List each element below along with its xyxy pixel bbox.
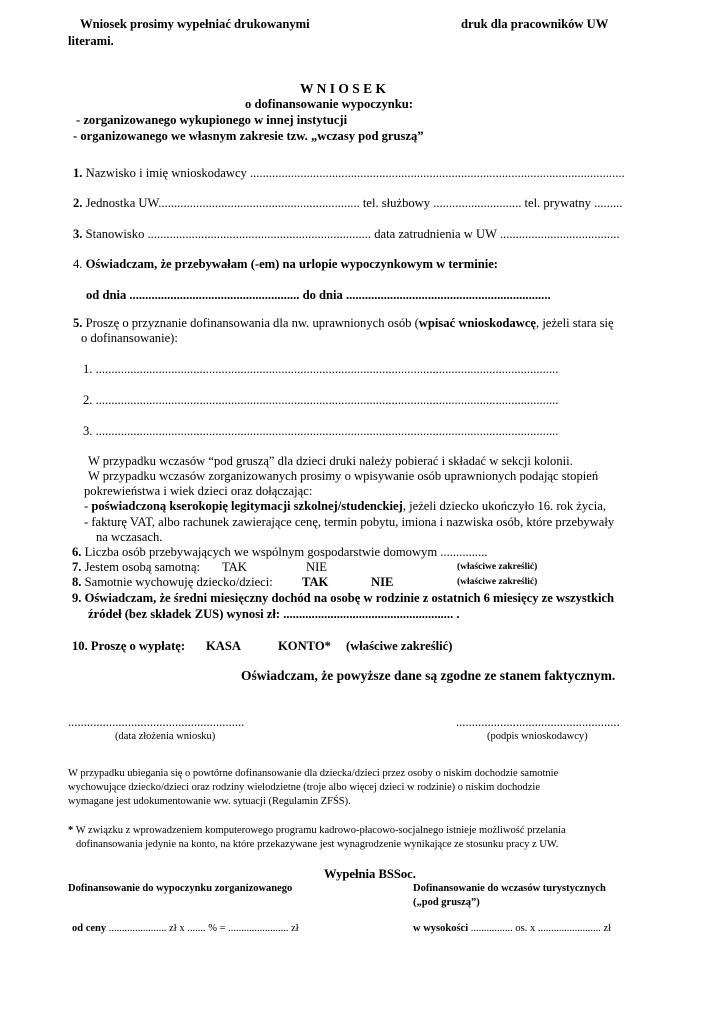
payment-method-label: 10. Proszę o wypłatę: — [72, 639, 186, 653]
beneficiaries-request — [73, 316, 614, 331]
instruction-text: Wniosek prosimy wypełniać drukowanymi — [80, 17, 310, 31]
single-parent-hint: (właściwe zakreślić) — [457, 577, 538, 587]
field-position-date-label: Stanowisko ....................................................................... data zatrudnienia w UW ...................................... — [85, 227, 620, 241]
leave-statement-text: Oświadczam, że przebywałam (-em) na urlopie wypoczynkowym w terminie: — [85, 257, 498, 271]
office-organized-title: Dofinansowanie do wypoczynku zorganizowanego — [68, 883, 293, 894]
bullet-school-id-emphasis: poświadczoną ksero​kopię legitymacji szkolnej/studenckiej — [91, 499, 403, 513]
question-number: 7. — [72, 560, 82, 574]
date-signature-label: (data złożenia wniosku) — [115, 731, 216, 742]
field-number: 1. — [73, 166, 83, 180]
form-subtitle: o dofinansowanie wypoczynku: — [245, 97, 413, 111]
note-bullet-school-id — [84, 499, 606, 514]
payment-cash-option[interactable]: KASA — [206, 639, 241, 653]
leave-statement — [73, 257, 498, 272]
single-person-hint: (właściwe zakreślić) — [457, 562, 538, 572]
single-person-yes[interactable]: TAK — [222, 560, 247, 574]
office-organized-calc[interactable] — [72, 923, 299, 936]
leave-dates-field[interactable]: od dnia ...................................................... do dnia ................................................................. — [86, 288, 551, 302]
beneficiaries-text: Proszę o przyznanie dofinansowania dla nw. uprawnionych osób ( — [85, 316, 419, 330]
single-parent-no[interactable]: NIE — [371, 575, 394, 589]
household-size-field[interactable] — [72, 545, 488, 560]
payment-account-option[interactable]: KONTO* — [278, 639, 331, 653]
note-bullet-invoice: - fakturę VAT, albo rachunek zawierające cenę, termin pobytu, imiona i nazwiska osób, które przebywały — [84, 515, 615, 529]
note-pod-grusza: W przypadku wczasów “pod gruszą” dla dzieci druki należy pobierać i składać w sekcji kolonii. — [88, 454, 573, 468]
question-number: 8. — [72, 575, 82, 589]
office-pod-grusza-title: Dofinansowanie do wczasów turystycznych — [413, 883, 606, 894]
repeat-funding-note-cont: wychowujące dziecko/dzieci oraz rodziny wielodzietne (troje albo więcej dzieci w rodzinie) o niskim dochodzie — [68, 782, 541, 793]
field-number: 2. — [73, 196, 83, 210]
single-person-no[interactable]: NIE — [306, 560, 327, 574]
data-accuracy-declaration: Oświadczam, że powyższe dane są zgodne ze stanem faktycznym. — [241, 668, 616, 683]
note-organized-cont: pokrewieństwa i wiek dzieci oraz dołączając: — [84, 484, 313, 498]
payment-hint: (właściwe zakreślić) — [346, 639, 453, 653]
income-field[interactable]: źródeł (bez składek ZUS) wynosi zł: ...................................................... . — [88, 607, 460, 621]
single-person-question — [72, 560, 200, 575]
office-use-heading: Wypełnia BSSoc. — [324, 867, 416, 881]
single-parent-question — [72, 575, 273, 590]
footnote-text: W związku z wprowadzeniem komputerowego programu kadrowo-płacowo-socjalnego istnieje możliwość przelania — [75, 825, 566, 836]
single-person-label: Jestem osobą samotną: — [84, 560, 201, 574]
field-number: 4. — [73, 257, 83, 271]
single-parent-yes[interactable]: TAK — [302, 575, 329, 589]
payment-footnote — [68, 825, 566, 838]
calc-formula: ...................... zł x ....... % = ....................... zł — [108, 923, 299, 934]
beneficiaries-emphasis: wpisać wnioskodawcę — [418, 316, 537, 330]
date-signature-line[interactable]: ........................................................ — [68, 715, 245, 729]
instruction-text-cont: literami. — [68, 34, 114, 48]
bullet-dash: - — [84, 499, 92, 513]
field-unit-phones-label: Jednostka UW................................................................ tel. służbowy ............................ tel. prywatny ......... — [85, 196, 623, 210]
footnote-star: * — [68, 825, 74, 836]
single-parent-label: Samotnie wychowuję dziecko/dzieci: — [84, 575, 273, 589]
household-size-label: Liczba osób przebywających we wspólnym gospodarstwie domowym ............... — [84, 545, 488, 559]
option-self-organized: - organizowanego we własnym zakresie tzw. „wczasy pod gruszą” — [73, 129, 424, 143]
field-number: 3. — [73, 227, 83, 241]
income-statement: 9. Oświadczam, że średni miesięczny dochód na osobę w rodzinie z ostatnich 6 miesięcy ze wszystkich — [72, 591, 615, 605]
applicant-signature-label: (podpis wnioskodawcy) — [487, 731, 588, 742]
note-organized: W przypadku wczasów zorganizowanych prosimy o wpisywanie osób uprawnionych podając stopień — [88, 469, 599, 483]
field-unit-phones[interactable] — [73, 196, 622, 211]
calc-formula: ................ os. x ........................ zł — [470, 923, 612, 934]
form-title: W N I O S E K — [300, 81, 387, 96]
beneficiaries-text-end: , jeżeli stara się — [536, 316, 614, 330]
calc-label: od ceny — [72, 923, 107, 934]
beneficiary-line-1[interactable]: 1. ................................................................................................................................................... — [83, 362, 559, 376]
office-pod-grusza-subtitle: („pod gruszą”) — [413, 897, 480, 908]
repeat-funding-note-end: wymagane jest udokumentowanie ww. sytuacji (Regulamin ZFŚS). — [68, 796, 351, 807]
field-number: 5. — [73, 316, 83, 330]
payment-footnote-cont: dofinansowania jedynie na konto, na które przekazywane jest wynagrodzenie wynikające ze stosunku pracy z UW. — [76, 839, 559, 850]
field-full-name[interactable] — [73, 166, 625, 181]
option-organized: - zorganizowanego wykupionego w innej instytucji — [76, 113, 348, 127]
field-full-name-label: Nazwisko i imię wnioskodawcy ....................................................................................................................... — [85, 166, 625, 180]
audience-label: druk dla pracowników UW — [461, 17, 609, 31]
beneficiary-line-3[interactable]: 3. ................................................................................................................................................... — [83, 424, 559, 438]
field-position-date[interactable] — [73, 227, 620, 242]
applicant-signature-line[interactable]: .................................................... — [456, 715, 620, 729]
calc-label: w wysokości — [413, 923, 469, 934]
beneficiary-line-2[interactable]: 2. ................................................................................................................................................... — [83, 393, 559, 407]
office-pod-grusza-calc[interactable] — [413, 923, 611, 936]
note-bullet-invoice-cont: na wczasach. — [96, 530, 163, 544]
bullet-school-id-text: , jeżeli dziecko ukończyło 16. rok życia, — [402, 499, 606, 513]
repeat-funding-note: W przypadku ubiegania się o powtórne dofinansowanie dla dziecka/dzieci przez osoby o niskim dochodzie samotnie — [68, 768, 559, 779]
question-number: 6. — [72, 545, 82, 559]
beneficiaries-text-cont: o dofinansowanie): — [81, 331, 178, 345]
